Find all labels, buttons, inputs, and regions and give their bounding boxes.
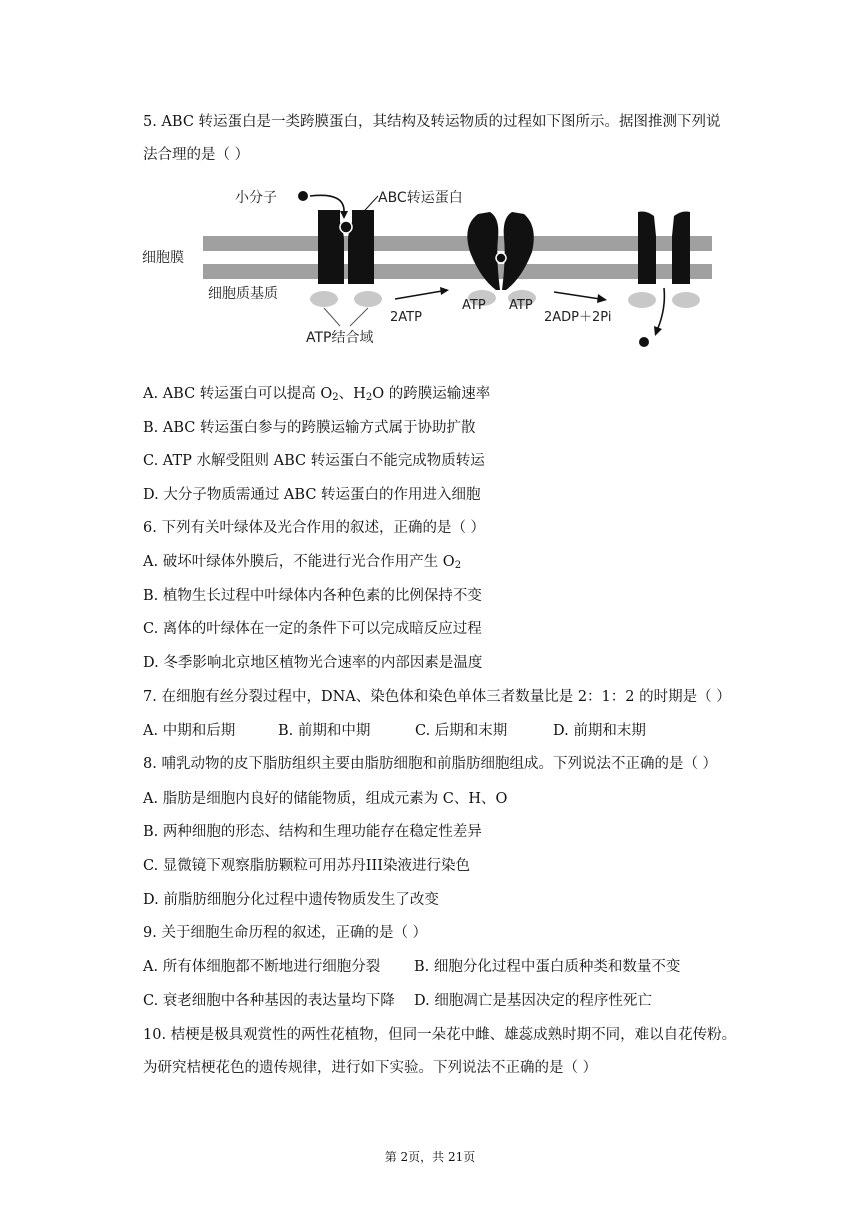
label-2adp-2pi: 2ADP＋2Pi — [544, 310, 612, 325]
q6-stem: 6. 下列有关叶绿体及光合作用的叙述，正确的是（ ） — [143, 520, 486, 536]
q7-options — [143, 721, 646, 741]
q9-options-row2 — [143, 991, 652, 1011]
q7-option-a: A. 中期和后期 — [143, 723, 236, 739]
q10-stem-line2: 为研究桔梗花色的遗传规律，进行如下实验。下列说法不正确的是（ ） — [143, 1060, 598, 1076]
label-cytoplasm-matrix: 细胞质基质 — [208, 286, 278, 302]
q6-option-b: B. 植物生长过程中叶绿体内各种色素的比例保持不变 — [143, 588, 482, 604]
released-molecule-dot — [639, 337, 649, 347]
q5-option-d: D. 大分子物质需通过 ABC 转运蛋白的作用进入细胞 — [143, 487, 481, 503]
page-footer: 第 2页，共 21页 — [384, 1150, 476, 1164]
q6-option-a: A. 破坏叶绿体外膜后，不能进行光合作用产生 $O_2$ — [143, 554, 462, 571]
q5-option-a: A. ABC 转运蛋白可以提高 $O_2$、$H_2O$ 的跨膜运输速率 — [143, 386, 491, 403]
q5-stem-line2: 法合理的是（ ） — [143, 147, 250, 163]
label-atp-binding-domain: ATP结合域 — [306, 330, 374, 346]
q6-option-d: D. 冬季影响北京地区植物光合速率的内部因素是温度 — [143, 655, 483, 671]
atp-domain-1a — [310, 291, 338, 307]
arrow-step1 — [395, 291, 442, 299]
membrane-outer-layer — [203, 236, 712, 251]
q8-option-a: A. 脂肪是细胞内良好的储能物质，组成元素为 C、H、O — [143, 791, 508, 807]
q7-stem: 7. 在细胞有丝分裂过程中，DNA、染色体和染色单体三者数量比是 2：1：2 的时期是（ ） — [143, 689, 731, 705]
arrow-step2 — [554, 292, 600, 299]
atp-domain-3a — [628, 292, 656, 308]
q6-option-c: C. 离体的叶绿体在一定的条件下可以完成暗反应过程 — [143, 621, 482, 637]
q8-option-d: D. 前脂肪细胞分化过程中遗传物质发生了改变 — [143, 892, 439, 908]
small-molecule-dot — [298, 191, 308, 201]
q9-options-row1 — [143, 957, 680, 977]
q5-option-b: B. ABC 转运蛋白参与的跨膜运输方式属于协助扩散 — [143, 420, 476, 436]
q8-stem: 8. 哺乳动物的皮下脂肪组织主要由脂肪细胞和前脂肪细胞组成。下列说法不正确的是（ ） — [143, 756, 718, 772]
label-small-molecule: 小分子 — [235, 190, 277, 206]
q9-option-d: D. 细胞凋亡是基因决定的程序性死亡 — [414, 993, 652, 1009]
label-cell-membrane: 细胞膜 — [142, 250, 184, 266]
q8-option-b: B. 两种细胞的形态、结构和生理功能存在稳定性差异 — [143, 824, 482, 840]
q9-stem: 9. 关于细胞生命历程的叙述，正确的是（ ） — [143, 925, 428, 941]
atp-domain-1b — [354, 291, 382, 307]
abc-transporter-figure — [140, 178, 720, 353]
label-atp-1: ATP — [462, 298, 486, 313]
exit-arrow — [658, 288, 664, 328]
q5-option-c: C. ATP 水解受阻则 ABC 转运蛋白不能完成物质转运 — [143, 453, 485, 469]
q7-option-b: B. 前期和中期 — [278, 723, 371, 739]
q8-option-c: C. 显微镜下观察脂肪颗粒可用苏丹III染液进行染色 — [143, 858, 470, 874]
label-2atp: 2ATP — [390, 310, 422, 325]
entry-arrow — [310, 195, 344, 212]
q9-option-c: C. 衰老细胞中各种基因的表达量均下降 — [143, 993, 395, 1009]
q9-option-b: B. 细胞分化过程中蛋白质种类和数量不变 — [414, 959, 681, 975]
label-atp-2: ATP — [509, 298, 533, 313]
atp-domain-3b — [672, 292, 700, 308]
q7-option-d: D. 前期和末期 — [553, 723, 646, 739]
q9-option-a: A. 所有体细胞都不断地进行细胞分裂 — [143, 959, 381, 975]
q7-option-c: C. 后期和末期 — [415, 723, 508, 739]
membrane-inner-layer — [203, 264, 712, 279]
label-abc-transporter: ABC转运蛋白 — [378, 190, 463, 206]
q5-stem-line1: 5. ABC 转运蛋白是一类跨膜蛋白，其结构及转运物质的过程如下图所示。据图推测下列说 — [143, 114, 721, 130]
q10-stem-line1: 10. 桔梗是极具观赏性的两性花植物，但同一朵花中雌、雄蕊成熟时期不同，难以自花传粉。 — [143, 1027, 737, 1043]
